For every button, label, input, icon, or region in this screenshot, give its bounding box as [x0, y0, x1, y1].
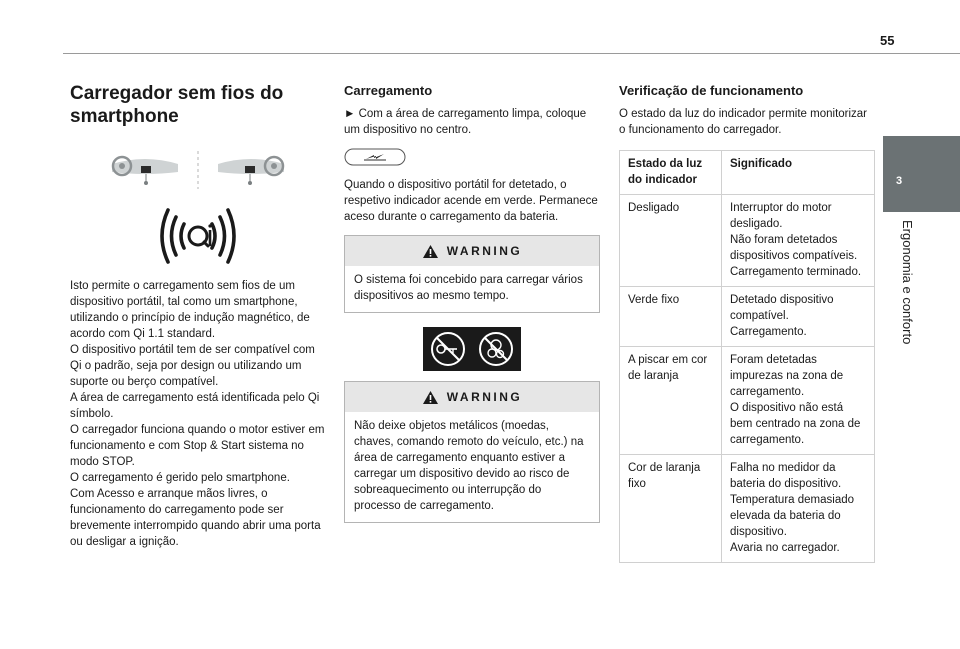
warning-box-1 — [344, 235, 600, 313]
wireless-figure — [70, 204, 326, 268]
section-title: Carregador sem fios do smartphone — [70, 83, 284, 127]
dashboard-left-icon — [108, 152, 182, 188]
chapter-title: Ergonomia e conforto — [900, 220, 915, 345]
meaning-line: Interruptor do motor desligado. — [730, 202, 832, 230]
table-row — [620, 195, 875, 287]
table-header-state: Estado da luz do indicador — [620, 151, 722, 195]
intro-paragraph-2: O dispositivo portátil tem de ser compatível com Qi o padrão, seja por design ou utilizando um suporte ou berço compatível. — [70, 344, 315, 388]
meaning-line: Foram detetadas impurezas na zona de carregamento. — [730, 354, 844, 398]
chapter-tab — [883, 136, 960, 212]
meaning-line: Temperatura demasiado elevada da bateria do dispositivo. — [730, 494, 855, 538]
divider-dashed-icon — [196, 151, 200, 189]
table-cell-state: Verde fixo — [620, 287, 722, 347]
table-cell-meaning — [722, 195, 875, 287]
no-objects-icon — [423, 327, 521, 371]
no-metal-objects-figure — [344, 327, 600, 371]
table-header-meaning: Significado — [722, 151, 875, 195]
meaning-line: O dispositivo não está bem centrado na zona de carregamento. — [730, 402, 861, 446]
meaning-line: Avaria no carregador. — [730, 542, 840, 554]
meaning-line: Não foram detetados dispositivos compatíveis. — [730, 234, 858, 262]
warning-triangle-icon — [422, 390, 439, 405]
indicator-status-table — [619, 150, 875, 563]
qi-wireless-icon — [150, 204, 246, 268]
column-charging — [344, 82, 600, 523]
dashboard-right-icon — [214, 152, 288, 188]
warning-text-2: Não deixe objetos metálicos (moedas, chaves, comando remoto do veículo, etc.) na área de carregamento enquanto estiver a carregar um dispositivo devido ao risco de sobreaquecimento ou interrupção do processo de carregamento. — [354, 420, 584, 512]
intro-paragraph-5: O carregamento é gerido pelo smartphone. — [70, 472, 290, 484]
table-cell-meaning — [722, 287, 875, 347]
operation-check-intro: O estado da luz do indicador permite monitorizar o funcionamento do carregador. — [619, 108, 868, 136]
intro-paragraph-1: Isto permite o carregamento sem fios de um dispositivo portátil, tal como um smartphone, utilizando o princípio de indução magnético, de acordo com Qi 1.1 standard. — [70, 280, 310, 340]
intro-paragraph-3: A área de carregamento está identificada pelo Qi símbolo. — [70, 392, 320, 420]
warning-triangle-icon — [422, 244, 439, 259]
meaning-line: Carregamento terminado. — [730, 266, 862, 278]
table-cell-meaning — [722, 455, 875, 563]
table-header-row — [620, 151, 875, 195]
column-operation-check — [619, 82, 875, 563]
intro-paragraph-4: O carregador funciona quando o motor estiver em funcionamento e com Stop & Start sistema no modo STOP. — [70, 424, 325, 468]
table-cell-state: A piscar em cor de laranja — [620, 347, 722, 455]
table-cell-state: Desligado — [620, 195, 722, 287]
charging-step: ► Com a área de carregamento limpa, coloque um dispositivo no centro. — [344, 108, 587, 136]
warning-title-2: WARNING — [446, 390, 523, 404]
operation-check-heading: Verificação de funcionamento — [619, 83, 804, 98]
meaning-line: Detetado dispositivo compatível. — [730, 294, 834, 322]
table-cell-state: Cor de laranja fixo — [620, 455, 722, 563]
warning-box-2 — [344, 381, 600, 523]
meaning-line: Carregamento. — [730, 326, 807, 338]
charging-heading: Carregamento — [344, 83, 433, 98]
warning-header-2 — [345, 382, 599, 412]
column-intro — [70, 82, 326, 550]
dashboard-figure — [70, 150, 326, 190]
table-cell-meaning — [722, 347, 875, 455]
meaning-line: Falha no medidor da bateria do dispositivo. — [730, 462, 842, 490]
table-row — [620, 347, 875, 455]
intro-paragraph-6: Com Acesso e arranque mãos livres, o funcionamento do carregamento pode ser brevemente interrompido quando abrir uma porta ou desligar a ignição. — [70, 488, 321, 548]
page-number: 55 — [880, 33, 895, 48]
table-row — [620, 455, 875, 563]
top-divider — [63, 53, 960, 54]
warning-title-1: WARNING — [446, 244, 523, 258]
chapter-number: 3 — [896, 175, 903, 187]
charging-paragraph: Quando o dispositivo portátil for detetado, o respetivo indicador acende em verde. Permanece aceso durante o carregamento da bateria. — [344, 179, 598, 223]
warning-header-1 — [345, 236, 599, 266]
table-row — [620, 287, 875, 347]
warning-text-1: O sistema foi concebido para carregar vários dispositivos ao mesmo tempo. — [354, 274, 583, 302]
charging-indicator-icon — [344, 148, 406, 166]
